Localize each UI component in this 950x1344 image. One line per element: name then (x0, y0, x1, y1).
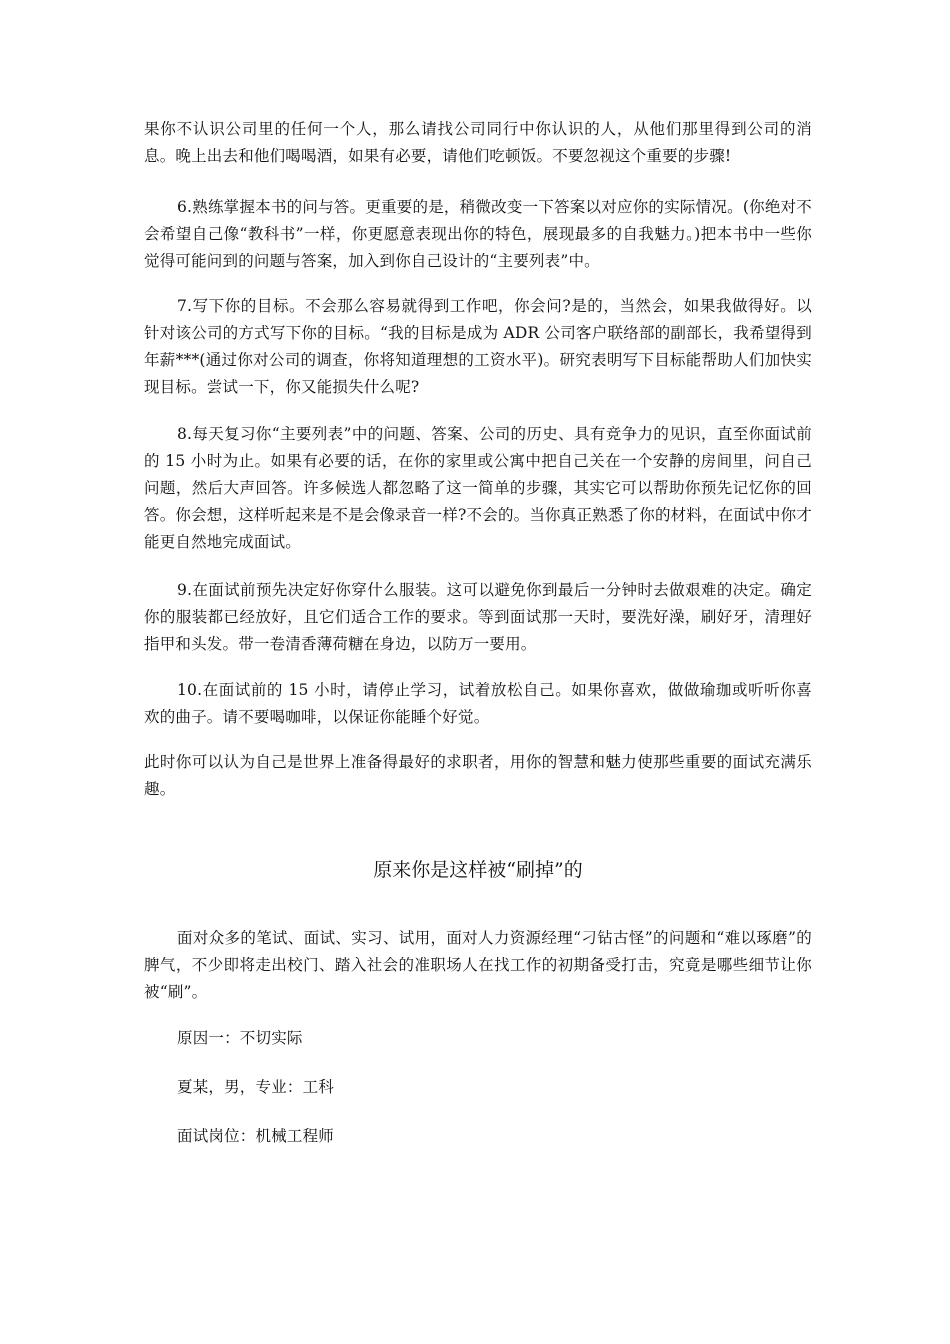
paragraph-step-7: 7.写下你的目标。不会那么容易就得到工作吧，你会问?是的，当然会，如果我做得好。以针对该公司的方式写下你的目标。“我的目标是成为 ADR 公司客户联络部的副部长，我希望得到年薪***(通过你对公司的调查，你将知道理想的工资水平)。研究表明写下目标能帮助人们加快实现目标。尝试一下，你又能损失什么呢? (144, 297, 812, 396)
position-info: 面试岗位：机械工程师 (177, 1127, 335, 1145)
reason-heading: 原因一：不切实际 (177, 1029, 303, 1047)
paragraph-step-9: 9.在面试前预先决定好你穿什么服装。这可以避免你到最后一分钟时去做艰难的决定。确定你的服装都已经放好，且它们适合工作的要求。等到面试那一天时，要洗好澡，刷好牙，清理好指甲和头发。带一卷清香薄荷糖在身边，以防万一要用。 (144, 581, 812, 653)
section-intro: 面对众多的笔试、面试、实习、试用，面对人力资源经理“刁钻古怪”的问题和“难以琢磨”的脾气，不少即将走出校门、踏入社会的准职场人在找工作的初期备受打击，究竟是哪些细节让你被“刷”。 (144, 929, 812, 1001)
paragraph-continuation: 果你不认识公司里的任何一个人，那么请找公司同行中你认识的人，从他们那里得到公司的消息。晚上出去和他们喝喝酒，如果有必要，请他们吃顿饭。不要忽视这个重要的步骤! (144, 120, 812, 165)
paragraph-step-10: 10.在面试前的 15 小时，请停止学习，试着放松自己。如果你喜欢，做做瑜珈或听听你喜欢的曲子。请不要喝咖啡，以保证你能睡个好觉。 (144, 681, 812, 726)
section-title: 原来你是这样被“刷掉”的 (373, 859, 583, 881)
paragraph-conclusion: 此时你可以认为自己是世界上准备得最好的求职者，用你的智慧和魅力使那些重要的面试充满乐趣。 (144, 753, 812, 798)
paragraph-step-6: 6.熟练掌握本书的问与答。更重要的是，稍微改变一下答案以对应你的实际情况。(你绝对不会希望自己像“教科书”一样，你更愿意表现出你的特色，展现最多的自我魅力。)把本书中一些你觉得可能问到的问题与答案，加入到你自己设计的“主要列表”中。 (144, 198, 812, 270)
person-info: 夏某，男，专业：工科 (177, 1078, 335, 1096)
paragraph-step-8: 8.每天复习你“主要列表”中的问题、答案、公司的历史、具有竞争力的见识，直至你面试前的 15 小时为止。如果有必要的话，在你的家里或公寓中把自己关在一个安静的房间里，问自己问题，然后大声回答。许多候选人都忽略了这一简单的步骤，其实它可以帮助你预先记忆你的回答。你会想，这样听起来是不是会像录音一样?不会的。当你真正熟悉了你的材料，在面试中你才能更自然地完成面试。 (144, 425, 812, 551)
